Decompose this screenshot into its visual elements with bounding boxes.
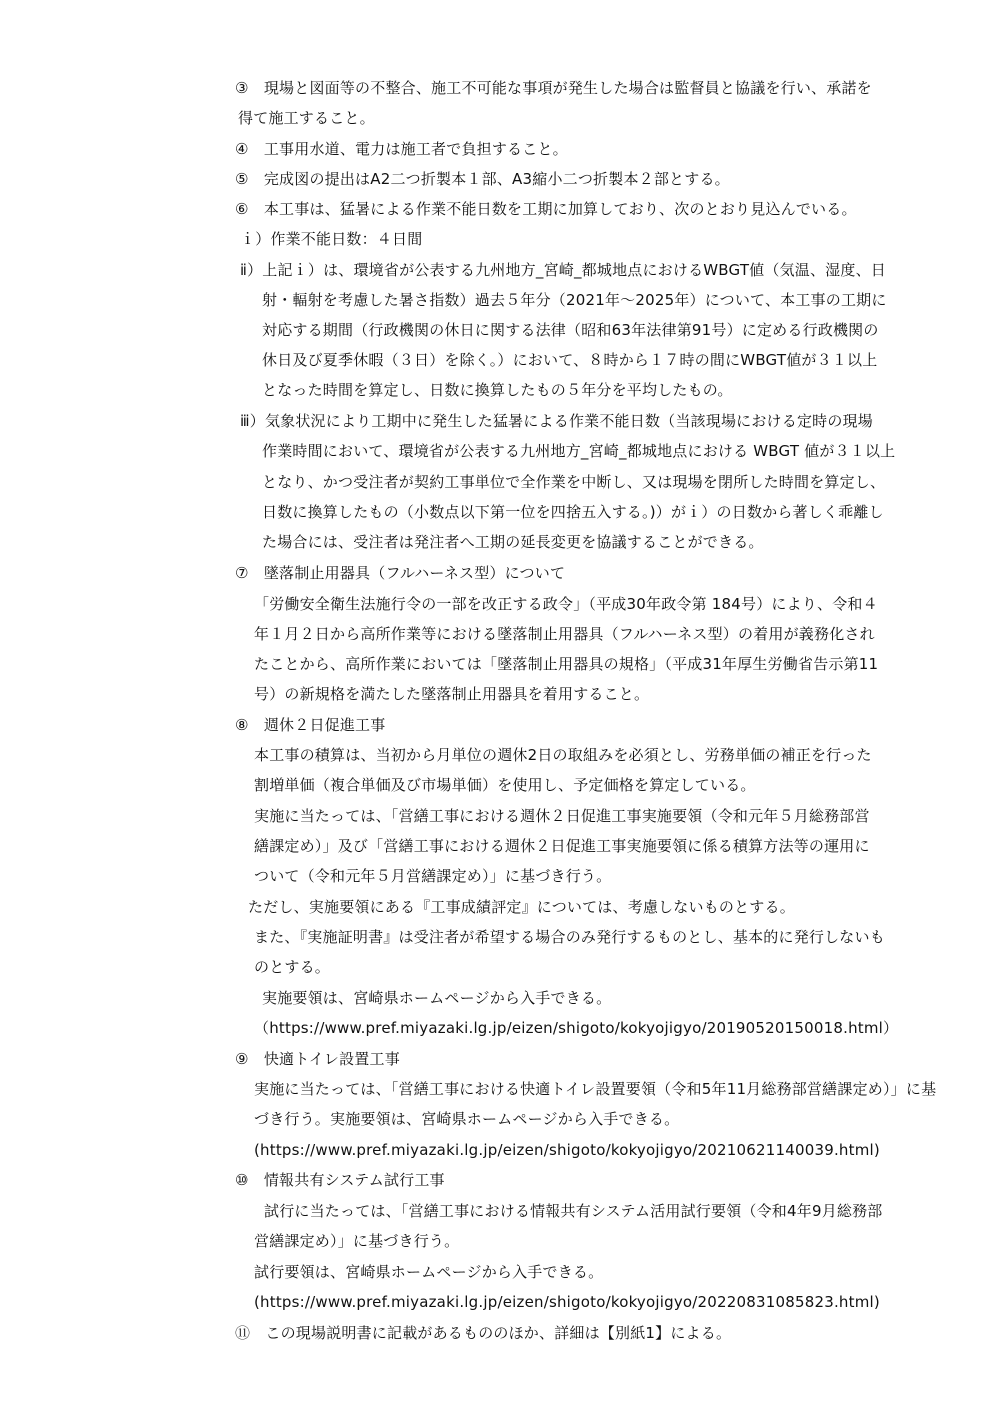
item-9-heading: ⑨ 快適トイレ設置工事 [235,1050,400,1068]
item-7-body-line: たことから、高所作業においては「墜落制止用器具の規格」（平成31年厚生労働省告示第11 [254,655,879,673]
item-8-body-line: ただし、実施要領にある『工事成績評定』については、考慮しないものとする。 [248,898,795,916]
item-6-sub-iii-line: となり、かつ受注者が契約工事単位で全作業を中断し、又は現場を閉所した時間を算定し、 [262,473,886,491]
item-6-sub-i: ｉ）作業不能日数：４日間 [240,230,423,248]
item-6-heading: ⑥ 本工事は、猛暑による作業不能日数を工期に加算しており、次のとおり見込んでいる。 [235,200,857,218]
item-8-url: （https://www.pref.miyazaki.lg.jp/eizen/shigoto/kokyojigyo/20190520150018.html） [254,1019,899,1037]
item-7-heading: ⑦ 墜落制止用器具（フルハーネス型）について [235,564,566,582]
item-8-body-line: 繕課定め）」及び「営繕工事における週休２日促進工事実施要領に係る積算方法等の運用に [254,837,870,855]
item-7-body-line: 年１月２日から高所作業等における墜落制止用器具（フルハーネス型）の着用が義務化され [254,625,875,643]
item-8-heading: ⑧ 週休２日促進工事 [235,716,386,734]
item-8-body-line: ついて（令和元年５月営繕課定め）」に基づき行う。 [254,867,612,885]
item-9-url: (https://www.pref.miyazaki.lg.jp/eizen/shigoto/kokyojigyo/20210621140039.html) [254,1141,880,1159]
item-4: ④ 工事用水道、電力は施工者で負担すること。 [235,140,568,158]
item-8-body-line: また、『実施証明書』は受注者が希望する場合のみ発行するものとし、基本的に発行しないも [254,928,885,946]
item-10-url: (https://www.pref.miyazaki.lg.jp/eizen/shigoto/kokyojigyo/20220831085823.html) [254,1293,880,1311]
item-10-body-line: 営繕課定め）」に基づき行う。 [254,1232,460,1250]
item-8-body-line: 実施に当たっては、「営繕工事における週休２日促進工事実施要領（令和元年５月総務部営 [254,807,870,825]
item-6-sub-ii-line: 休日及び夏季休暇（３日）を除く。）において、８時から１７時の間にWBGT値が３１以上 [262,351,878,369]
item-10-heading: ⑩ 情報共有システム試行工事 [235,1171,445,1189]
item-6-sub-iii-line: 作業時間において、環境省が公表する九州地方_宮崎_都城地点における WBGT 値が３１以上 [262,442,896,460]
item-6-sub-iii-line: ⅲ）気象状況により工期中に発生した猛暑による作業不能日数（当該現場における定時の現場 [240,412,873,430]
item-8-body-line: のとする。 [254,958,331,976]
item-8-body-line: 割増単価（複合単価及び市場単価）を使用し、予定価格を算定している。 [254,776,756,794]
item-3-line-2: 得て施工すること。 [238,109,375,127]
item-8-body-line: 実施要領は、宮崎県ホームページから入手できる。 [262,989,612,1007]
item-9-body-line: 実施に当たっては、「営繕工事における快適トイレ設置要領（令和5年11月総務部営繕課定め）」に基 [254,1080,937,1098]
item-7-body-line: 「労働安全衛生法施行令の一部を改正する政令」（平成30年政令第 184号）により、令和４ [254,595,878,613]
item-7-body-line: 号）の新規格を満たした墜落制止用器具を着用すること。 [254,685,650,703]
item-10-body-line: 試行要領は、宮崎県ホームページから入手できる。 [254,1263,604,1281]
item-5: ⑤ 完成図の提出はA2二つ折製本１部、A3縮小二つ折製本２部とする。 [235,170,730,188]
item-10-body-line: 試行に当たっては、「営繕工事における情報共有システム活用試行要領（令和4年9月総務部 [264,1202,883,1220]
item-3-line-1: ③ 現場と図面等の不整合、施工不可能な事項が発生した場合は監督員と協議を行い、承諾を [235,79,872,97]
item-6-sub-iii-line: た場合には、受注者は発注者へ工期の延長変更を協議することができる。 [262,533,764,551]
item-6-sub-ii-line: 対応する期間（行政機関の休日に関する法律（昭和63年法律第91号）に定める行政機関の [262,321,879,339]
item-11: ⑪ この現場説明書に記載があるもののほか、詳細は【別紙1】による。 [235,1324,732,1342]
item-6-sub-ii-line: ⅱ）上記ｉ）は、環境省が公表する九州地方_宮崎_都城地点におけるWBGT値（気温、湿度、日 [240,261,886,279]
item-6-sub-ii-line: となった時間を算定し、日数に換算したもの５年分を平均したもの。 [262,381,733,399]
item-9-body-line: づき行う。実施要領は、宮崎県ホームページから入手できる。 [254,1110,680,1128]
item-6-sub-ii-line: 射・輻射を考慮した暑さ指数）過去５年分（2021年～2025年）について、本工事の工期に [262,291,887,309]
item-8-body-line: 本工事の積算は、当初から月単位の週休2日の取組みを必須とし、労務単価の補正を行った [254,746,872,764]
item-6-sub-iii-line: 日数に換算したもの（小数点以下第一位を四捨五入する。)）がｉ）の日数から著しく乖離し [262,503,884,521]
